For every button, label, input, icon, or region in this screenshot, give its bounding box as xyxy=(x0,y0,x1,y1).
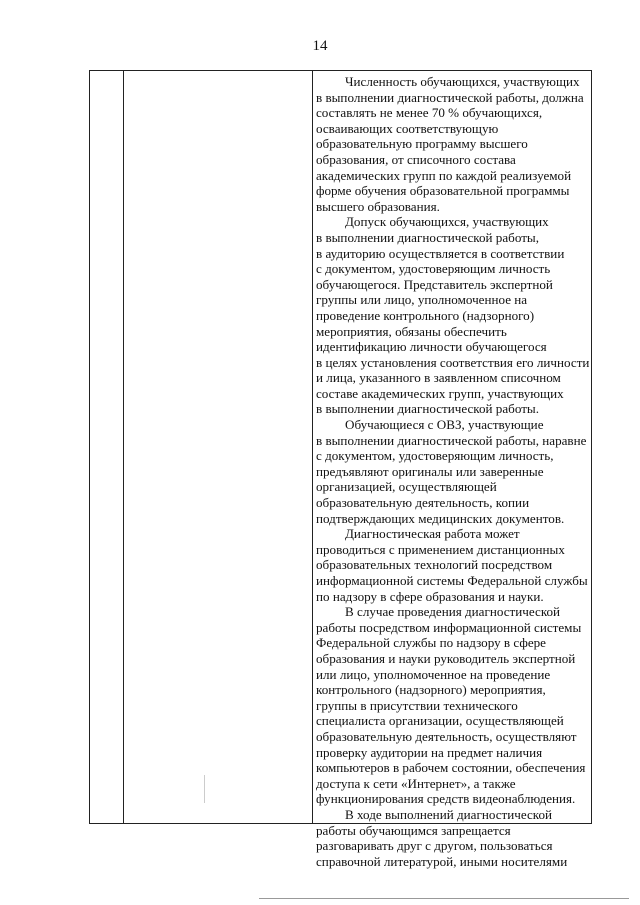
text-line: разговаривать друг с другом, пользоваться xyxy=(316,838,553,854)
text-line: образования и науки руководитель экспертной xyxy=(316,650,576,666)
table-cell-text xyxy=(316,74,591,869)
text-line: группы или лицо, уполномоченное на xyxy=(316,292,528,308)
paragraph xyxy=(316,526,591,604)
text-line: идентификацию личности обучающегося xyxy=(316,339,547,355)
text-line: мероприятия, обязаны обеспечить xyxy=(316,323,507,339)
text-line: в аудиторию осуществляется в соответствии xyxy=(316,245,565,261)
scan-mark xyxy=(204,775,205,803)
text-line: в выполнении диагностической работы, должна xyxy=(316,89,584,105)
page-number: 14 xyxy=(312,38,328,54)
text-line: образовательную деятельность, осуществляют xyxy=(316,728,577,744)
text-line: В ходе выполнений диагностической xyxy=(345,806,553,822)
text-line: образовательных технологий посредством xyxy=(316,557,553,573)
paragraph xyxy=(316,604,591,807)
text-line: в выполнении диагностической работы. xyxy=(316,401,539,417)
text-line: компьютеров в рабочем состоянии, обеспечения xyxy=(316,760,586,776)
text-line: с документом, удостоверяющим личность xyxy=(316,261,551,277)
paragraph xyxy=(316,807,591,869)
text-line: Допуск обучающихся, участвующих xyxy=(345,214,549,230)
text-line: Диагностическая работа может xyxy=(345,526,520,542)
text-line: Численность обучающихся, участвующих xyxy=(345,74,580,89)
text-line: и лица, указанного в заявленном списочном xyxy=(316,370,561,386)
text-line: образовательную деятельность, копии xyxy=(316,495,530,511)
text-line: Обучающиеся с ОВЗ, участвующие xyxy=(345,417,544,433)
text-line: в выполнении диагностической работы, наравне xyxy=(316,432,587,448)
paragraph xyxy=(316,214,591,417)
text-line: проверку аудитории на предмет наличия xyxy=(316,744,543,760)
text-line: работы посредством информационной системы xyxy=(316,619,582,635)
text-line: в целях установления соответствия его личности xyxy=(316,354,590,370)
table-column-divider xyxy=(123,71,124,823)
text-line: высшего образования. xyxy=(316,198,440,214)
text-line: или лицо, уполномоченное на проведение xyxy=(316,666,551,682)
text-line: специалиста организации, осуществляющей xyxy=(316,713,564,729)
text-line: обучающегося. Представитель экспертной xyxy=(316,276,553,292)
text-line: В случае проведения диагностической xyxy=(345,604,561,620)
text-line: информационной системы Федеральной службы xyxy=(316,573,588,588)
text-line: академических групп по каждой реализуемой xyxy=(316,167,572,183)
text-line: по надзору в сфере образования и науки. xyxy=(316,588,544,604)
text-line: образования, от списочного состава xyxy=(316,151,516,167)
document-table xyxy=(89,70,592,869)
text-line: образовательную программу высшего xyxy=(316,136,528,152)
text-line: проведение контрольного (надзорного) xyxy=(316,307,535,323)
text-line: организацией, осуществляющей xyxy=(316,479,497,495)
text-line: осваивающих соответствующую xyxy=(316,120,499,136)
table-column-divider xyxy=(312,71,313,823)
text-line: с документом, удостоверяющим личность, xyxy=(316,448,554,464)
paragraph xyxy=(316,417,591,526)
text-line: контрольного (надзорного) мероприятия, xyxy=(316,682,546,698)
text-line: функционирования средств видеонаблюдения. xyxy=(316,791,576,807)
text-line: в выполнении диагностической работы, xyxy=(316,229,539,245)
text-line: форме обучения образовательной программы xyxy=(316,183,570,199)
text-line: проводиться с применением дистанционных xyxy=(316,541,565,557)
text-line: подтверждающих медицинских документов. xyxy=(316,510,565,526)
text-line: составлять не менее 70 % обучающихся, xyxy=(316,105,543,121)
scan-edge-line xyxy=(259,898,629,899)
paragraph xyxy=(316,74,591,214)
text-line: доступа к сети «Интернет», а также xyxy=(316,775,516,791)
text-line: справочной литературой, иными носителями xyxy=(316,853,568,869)
text-line: составе академических групп, участвующих xyxy=(316,385,564,401)
text-line: работы обучающимся запрещается xyxy=(316,822,511,838)
text-line: предъявляют оригиналы или заверенные xyxy=(316,463,544,479)
text-line: группы в присутствии технического xyxy=(316,697,518,713)
text-line: Федеральной службы по надзору в сфере xyxy=(316,635,546,651)
